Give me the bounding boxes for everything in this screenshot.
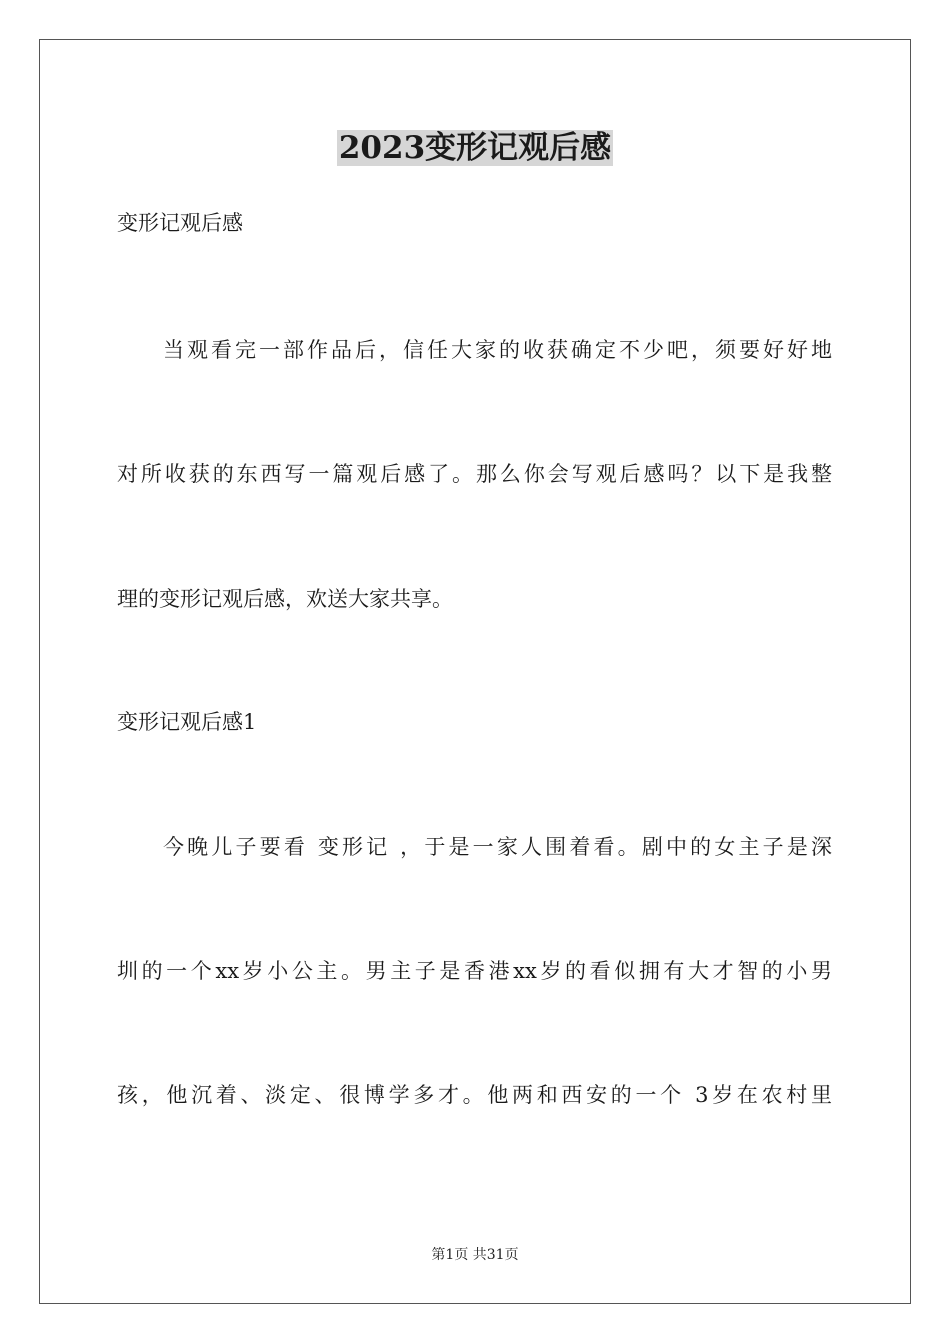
section-heading-intro: 变形记观后感	[117, 211, 243, 235]
paragraph-line: 理的变形记观后感，欢送大家共享。	[117, 587, 453, 611]
paragraph-line: 今晚儿子要看 变形记 ，于是一家人围着看。剧中的女主子是深	[163, 835, 832, 859]
paragraph-line: 孩，他沉着、淡定、很博学多才。他两和西安的一个 3岁在农村里	[117, 1083, 832, 1107]
paragraph-line: 圳的一个xx岁小公主。男主子是香港xx岁的看似拥有大才智的小男	[117, 959, 832, 983]
paragraph-line: 对所收获的东西写一篇观后感了。那么你会写观后感吗？以下是我整	[117, 462, 832, 486]
paragraph-line: 当观看完一部作品后，信任大家的收获确定不少吧，须要好好地	[163, 338, 832, 362]
document-title	[0, 128, 950, 168]
document-title-text: 2023变形记观后感	[338, 130, 612, 166]
page-number-footer: 第1页 共31页	[431, 1247, 519, 1263]
section-heading-1: 变形记观后感1	[117, 710, 257, 734]
